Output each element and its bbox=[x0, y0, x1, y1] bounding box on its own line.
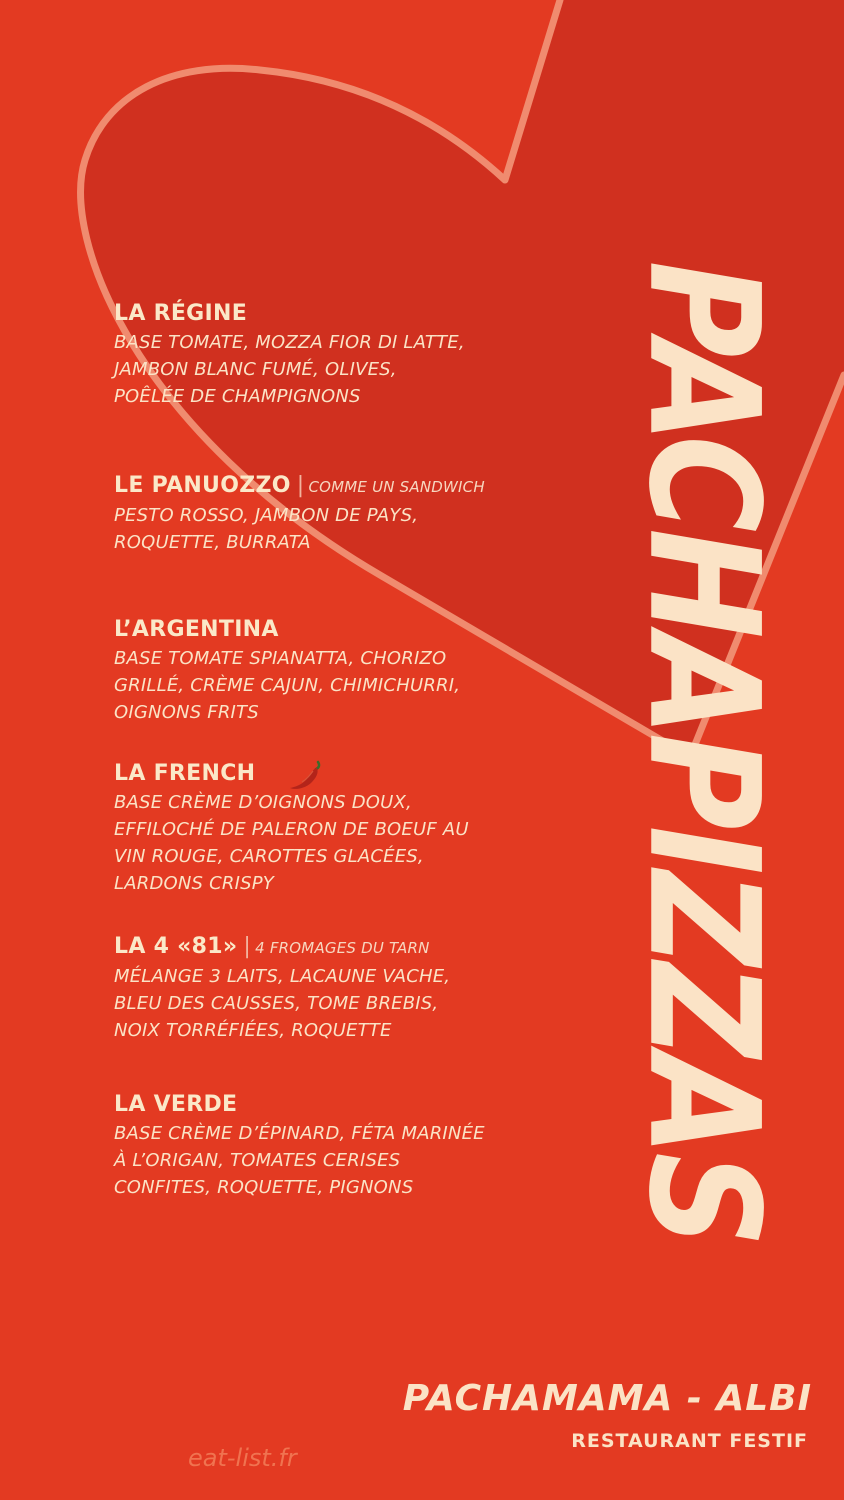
separator: | bbox=[243, 934, 252, 959]
chili-pepper-icon bbox=[288, 758, 326, 792]
item-name: L’ARGENTINA bbox=[114, 617, 279, 642]
item-name: LE PANUOZZO bbox=[114, 473, 291, 498]
item-description: BASE TOMATE, MOZZA FIOR DI LATTE, JAMBON BLANC FUMÉ, OLIVES, POÊLÉE DE CHAMPIGNONS bbox=[114, 332, 465, 407]
vertical-title-wrapper bbox=[614, 260, 792, 1244]
restaurant-tagline: RESTAURANT FESTIF bbox=[571, 1430, 808, 1452]
menu-item-la-regine bbox=[114, 300, 554, 410]
item-description: BASE CRÈME D’ÉPINARD, FÉTA MARINÉE À L’ORIGAN, TOMATES CERISES CONFITES, ROQUETTE, PIGNONS bbox=[114, 1123, 485, 1198]
menu-item-la-french bbox=[114, 760, 554, 897]
vertical-title: PACHAPIZZAS bbox=[614, 260, 792, 1244]
restaurant-name: PACHAMAMA - ALBI bbox=[402, 1378, 812, 1419]
item-description: BASE CRÈME D’OIGNONS DOUX, EFFILOCHÉ DE PALERON DE BOEUF AU VIN ROUGE, CAROTTES GLACÉES, LARDONS CRISPY bbox=[114, 792, 469, 894]
item-name: LA VERDE bbox=[114, 1092, 238, 1117]
item-description: PESTO ROSSO, JAMBON DE PAYS, ROQUETTE, BURRATA bbox=[114, 505, 419, 553]
item-name: LA 4 «81» bbox=[114, 934, 238, 959]
menu-item-le-panuozzo bbox=[114, 472, 554, 556]
item-subtitle: 4 FROMAGES DU TARN bbox=[255, 939, 430, 957]
menu-item-la-verde bbox=[114, 1091, 554, 1201]
menu-item-l-argentina bbox=[114, 616, 554, 726]
watermark: eat-list.fr bbox=[188, 1444, 297, 1472]
item-description: MÉLANGE 3 LAITS, LACAUNE VACHE, BLEU DES CAUSSES, TOME BREBIS, NOIX TORRÉFIÉES, ROQUETTE bbox=[114, 966, 451, 1041]
item-name: LA RÉGINE bbox=[114, 301, 248, 326]
item-subtitle: COMME UN SANDWICH bbox=[308, 478, 485, 496]
item-name: LA FRENCH bbox=[114, 761, 256, 786]
menu-item-la-4-81 bbox=[114, 933, 554, 1044]
separator: | bbox=[296, 473, 305, 498]
item-description: BASE TOMATE SPIANATTA, CHORIZO GRILLÉ, CRÈME CAJUN, CHIMICHURRI, OIGNONS FRITS bbox=[114, 648, 461, 723]
